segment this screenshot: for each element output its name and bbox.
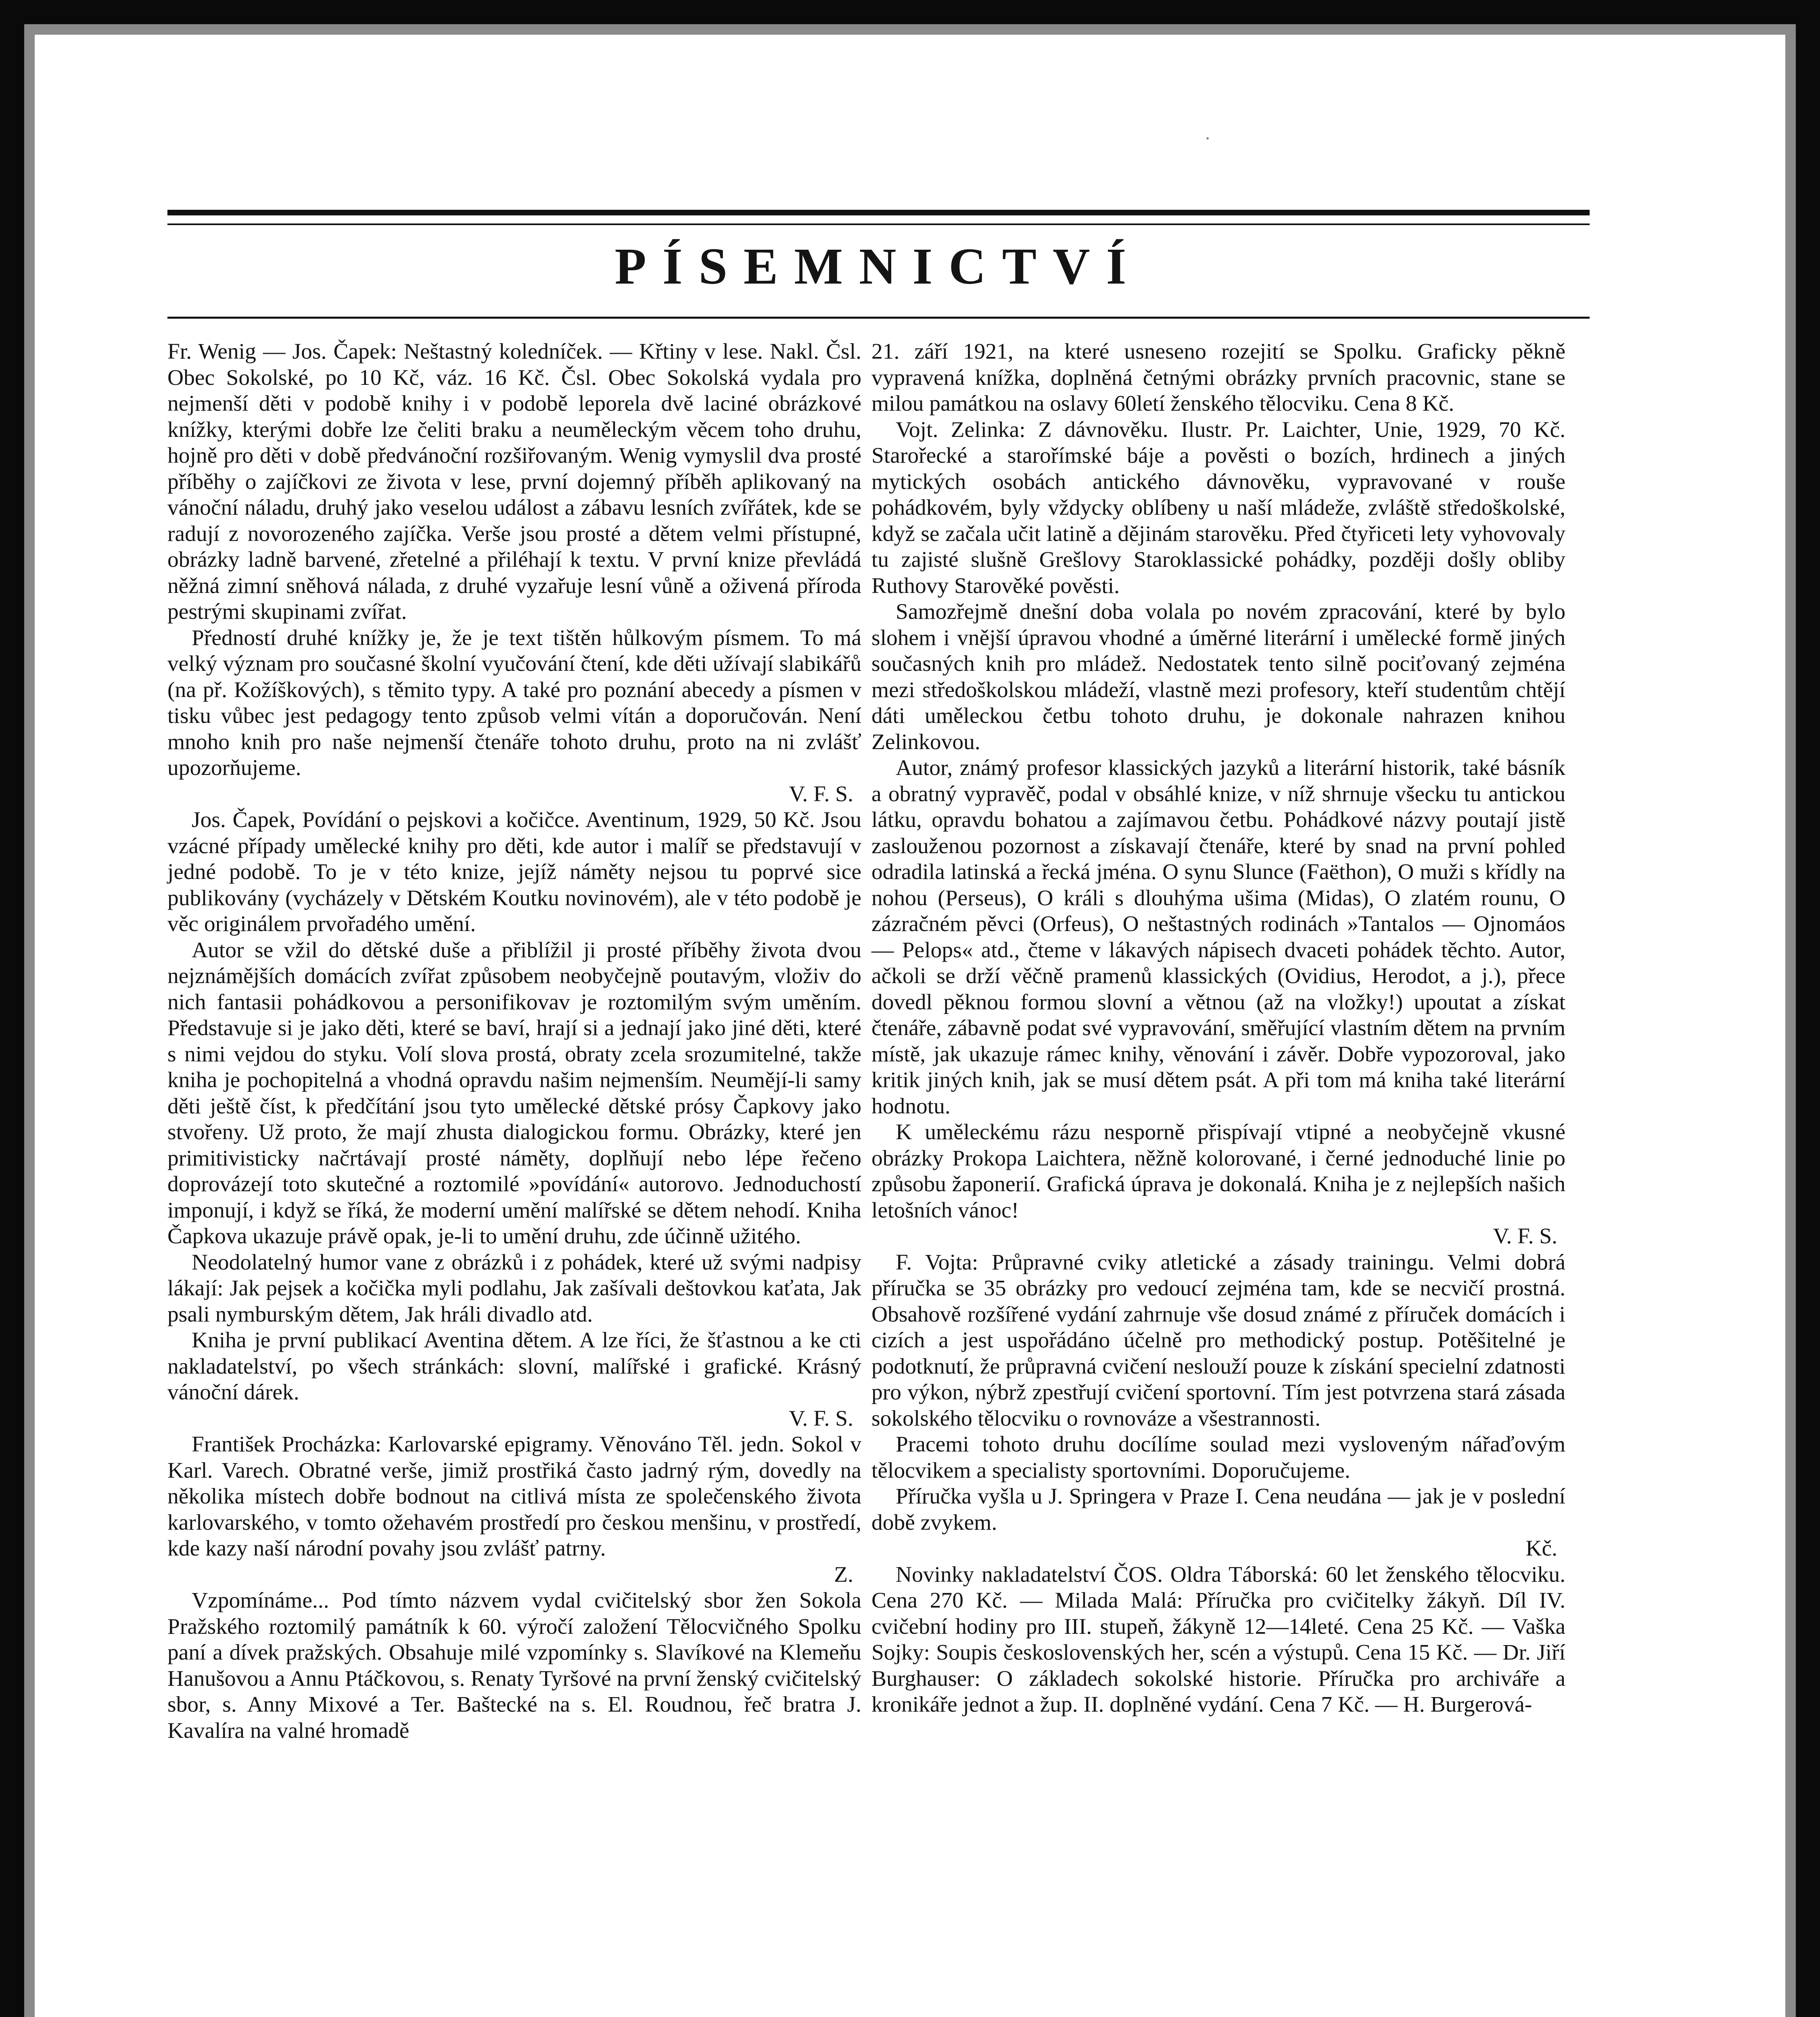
signature-vfs: V. F. S.: [1493, 1224, 1557, 1249]
signature-vfs: V. F. S.: [789, 1406, 853, 1431]
review-capek-pejsek-cont: Autor se vžil do dětské duše a přiblížil ji prosté příběhy života dvou nejznámějších domácích zvířat způsobem neobyčejně poutavým, vloživ do nich fantasii pohádkovou a personifikovav je roztomilým svým uměním. Představuje si je jako děti, které se baví, hrají si a jednají jako jiné děti, které s nimi vejdou do styku. Volí slova prostá, obraty zcela srozumitelné, takže kniha je pochopitelná a vhodná opravdu našim nejmenším. Neumějí-li samy děti ještě číst, k předčítání jsou tyto umělecké dětské prósy Čapkovy jako stvořeny. Už proto, že mají zhusta dialogickou formu. Obrázky, které jen primitivisticky načrtávají prosté náměty, doplňují nebo lépe řečeno doprovázejí toto skutečné a roztomilé »povídání« autorovo. Jednoduchostí imponují, i když se říká, že moderní umění malířské se dětem nehodí. Kniha Čapkova ukazuje právě opak, je-li to umění druhu, zde účinně užitého.: [167, 938, 861, 1249]
review-capek-pejsek-humor: Neodolatelný humor vane z obrázků i z pohádek, které už svými nadpisy lákají: Jak pejsek a kočička myli podlahu, Jak zašívali deštovkou kaťata, Jak psali nymburským dětem, Jak hráli divadlo atd.: [167, 1250, 861, 1327]
review-vzpominame-cont: 21. září 1921, na které usneseno rozejití se Spolku. Graficky pěkně vypravená knížka, doplněná četnými obrázky prvních pracovnic, stane se milou památkou na oslavy 60letí ženského tělocviku. Cena 8 Kč.: [871, 339, 1565, 416]
header-rule-thin: [167, 223, 1590, 225]
scan-speck: [1206, 137, 1209, 140]
news-cos-publications: Novinky nakladatelství ČOS. Oldra Táborská: 60 let ženského tělocviku. Cena 270 Kč. — Milada Malá: Příručka pro cvičitelky žákyň. Díl IV. cvičební hodiny pro III. stupeň, žákyně 12—14leté. Cena 25 Kč. — Vaška Sojky: Soupis československých her, scén a výstupů. Cena 15 Kč. — Dr. Jiří Burghauser: O základech sokolské historie. Příručka pro archiváře a kronikáře jednot a žup. II. doplněné vydání. Cena 7 Kč. — H. Burgerová-: [871, 1562, 1565, 1717]
review-vojta-atletika: F. Vojta: Průpravné cviky atletické a zásady trainingu. Velmi dobrá příručka se 35 obrázky pro vedoucí zejména tam, kde se necvičí prostná. Obsahově rozšířené vydání zahrnuje vše dosud známé z příruček domácích i cizích a jest uspořádáno účelně pro methodický postup. Potěšitelné je podotknutí, že průpravná cvičení neslouží pouze k získání specielní zdatnosti pro výkon, nýbrž zpestřují cvičení sportovní. Tím jest potvrzena stará zásada sokolského tělocviku o rovnováze a všestrannosti.: [871, 1250, 1565, 1431]
review-capek-pejsek-end: Kniha je první publikací Aventina dětem. A lze říci, že šťastnou a ke cti nakladatelství, po všech stránkách: slovní, malířské i grafické. Krásný vánoční dárek.: [167, 1328, 861, 1405]
right-column: [871, 339, 1565, 1718]
title-rule: [167, 317, 1590, 319]
review-zelinka-illustrations: K uměleckému rázu nesporně přispívají vtipné a neobyčejně vkusné obrázky Prokopa Laichtera, něžně kolorované, i černé jednoduché linie po způsobu žaponerií. Grafická úprava je dokonalá. Kniha je z nejlepších našich letošních vánoc!: [871, 1120, 1565, 1223]
review-zelinka-cont: Samozřejmě dnešní doba volala po novém zpracování, které by bylo slohem i vnější úpravou vhodné a úměrné literární i umělecké formě jiných současných knih pro mládež. Nedostatek tento silně pociťovaný zejména mezi středoškolskou mládeží, vlastně mezi profesory, kteří studentům chtějí dáti uměleckou četbu tohoto druhu, je dokonale nahrazen knihou Zelinkovou.: [871, 599, 1565, 754]
review-prochazka-epigramy: František Procházka: Karlovarské epigramy. Věnováno Těl. jedn. Sokol v Karl. Varech. Obratné verše, jimiž prostřiká často jadrný rým, dovedly na několika místech dobře bodnout na citlivá místa ze společenského života karlovarského, v tomto ožehavém prostředí pro českou menšinu, v prostředí, kde kazy naší národní povahy jsou zvlášť patrny.: [167, 1432, 861, 1561]
review-zelinka-davnoveku: Vojt. Zelinka: Z dávnověku. Ilustr. Pr. Laichter, Unie, 1929, 70 Kč. Starořecké a starořímské báje a pověsti o bozích, hrdinech a jiných mytických osobách antického dávnověku, vypravované v rouše pohádkovém, byly vždycky oblíbeny u naší mládeže, zvláště středoškolské, když se začala učit latině a dějinám starověku. Před čtyřiceti lety vyhovovaly tu zajisté slušně Grešlovy Staroklassické pohádky, později došly obliby Ruthovy Starověké pověsti.: [871, 417, 1565, 598]
signature-z: Z.: [834, 1562, 853, 1587]
signature-kc: Kč.: [1525, 1536, 1557, 1561]
review-wenig-capek: Fr. Wenig — Jos. Čapek: Neštastný koledníček. — Křtiny v lese. Nakl. Čsl. Obec Sokolské, po 10 Kč, váz. 16 Kč. Čsl. Obec Sokolská vydala pro nejmenší děti v podobě knihy i v podobě leporela dvě laciné obrázkové knížky, kterými dobře lze čeliti braku a neuměleckým věcem toho druhu, hojně pro děti v době předvánoční rozšiřovaným. Wenig vymyslil dva prosté příběhy o zajíčkovi ze života v lese, první dojemný příběh aplikovaný na vánoční náladu, druhý jako veselou událost a zábavu lesních zvířátek, kde se radují z novorozeného zajíčka. Verše jsou prosté a dětem velmi přístupné, obrázky ladně barvené, zřetelné a přiléhají k textu. V první knize převládá něžná zimní sněhová nálada, z druhé vyzařuje lesní vůně a oživená příroda pestrými skupinami zvířat.: [167, 339, 861, 624]
document-page: [56, 56, 1764, 1961]
section-title: PÍSEMNICTVÍ: [614, 238, 1143, 295]
review-wenig-capek-cont: Předností druhé knížky je, že je text tištěn hůlkovým písmem. To má velký význam pro současné školní vyučování čtení, kde děti užívají slabikářů (na př. Kožíškových), s těmito typy. A také pro poznání abecedy a písmen v tisku vůbec jest pedagogy tento způsob velmi vítán a doporučován. Není mnoho knih pro naše nejmenší čtenáře tohoto druhu, proto na ni zvlášť upozorňujeme.: [167, 625, 861, 780]
review-vojta-cont: Pracemi tohoto druhu docílíme soulad mezi vysloveným nářaďovým tělocvikem a specialisty sportovními. Doporučujeme.: [871, 1432, 1565, 1483]
review-capek-pejsek: Jos. Čapek, Povídání o pejskovi a kočičce. Aventinum, 1929, 50 Kč. Jsou vzácné případy umělecké knihy pro děti, kde autor i malíř se představují v jedné podobě. To je v této knize, jejíž náměty nejsou tu poprvé sice publikovány (vycházely v Dětském Koutku novinovém), ale v této podobě je věc originálem prvořadého umění.: [167, 808, 861, 936]
review-vojta-publisher: Příručka vyšla u J. Springera v Praze I. Cena neudána — jak je v poslední době zvykem.: [871, 1484, 1565, 1535]
header-rule-thick: [167, 210, 1590, 215]
review-zelinka-author: Autor, známý profesor klassických jazyků a literární historik, také básník a obratný vypravěč, podal v obsáhlé knize, v níž shrnuje všecku tu antickou látku, opravdu bohatou a zajímavou četbu. Pohádkové názvy poutají jistě zaslouženou pozornost a získavají čtenáře, které by snad na první pohled odradila latinská a řecká jména. O synu Slunce (Faëthon), O muži s křídly na nohou (Perseus), O králi s dlouhýma ušima (Midas), O zlatém rounu, O zázračném pěvci (Orfeus), O neštastných rodinách »Tantalos — Ojnomáos — Pelops« atd., čteme v lákavých nápisech dvaceti pohádek těchto. Autor, ačkoli se drží věčně pramenů klassických (Ovidius, Herodot, a j.), přece dovedl pěknou formou slovní a větnou (až na vložky!) upoutat a získat čtenáře, zábavně podat své vypravování, směřující vlastním dětem na prvním místě, jak ukazuje rámec knihy, věnování i závěr. Dobře vypozoroval, jako kritik jiných knih, jak se musí dětem psát. A při tom má kniha také literární hodnotu.: [871, 756, 1565, 1119]
review-vzpominame: Vzpomínáme... Pod tímto názvem vydal cvičitelský sbor žen Sokola Pražského roztomilý památník k 60. výročí založení Tělocvičného Spolku paní a dívek pražských. Obsahuje milé vzpomínky s. Slavíkové na Klemeňu Hanušovou a Annu Ptáčkovou, s. Renaty Tyršové na první ženský cvičitelský sbor, s. Anny Mixové a Ter. Baštecké na s. El. Roudnou, řeč bratra J. Kavalíra na valné hromadě: [167, 1588, 861, 1743]
signature-vfs: V. F. S.: [789, 781, 853, 806]
left-column: [167, 339, 861, 1744]
